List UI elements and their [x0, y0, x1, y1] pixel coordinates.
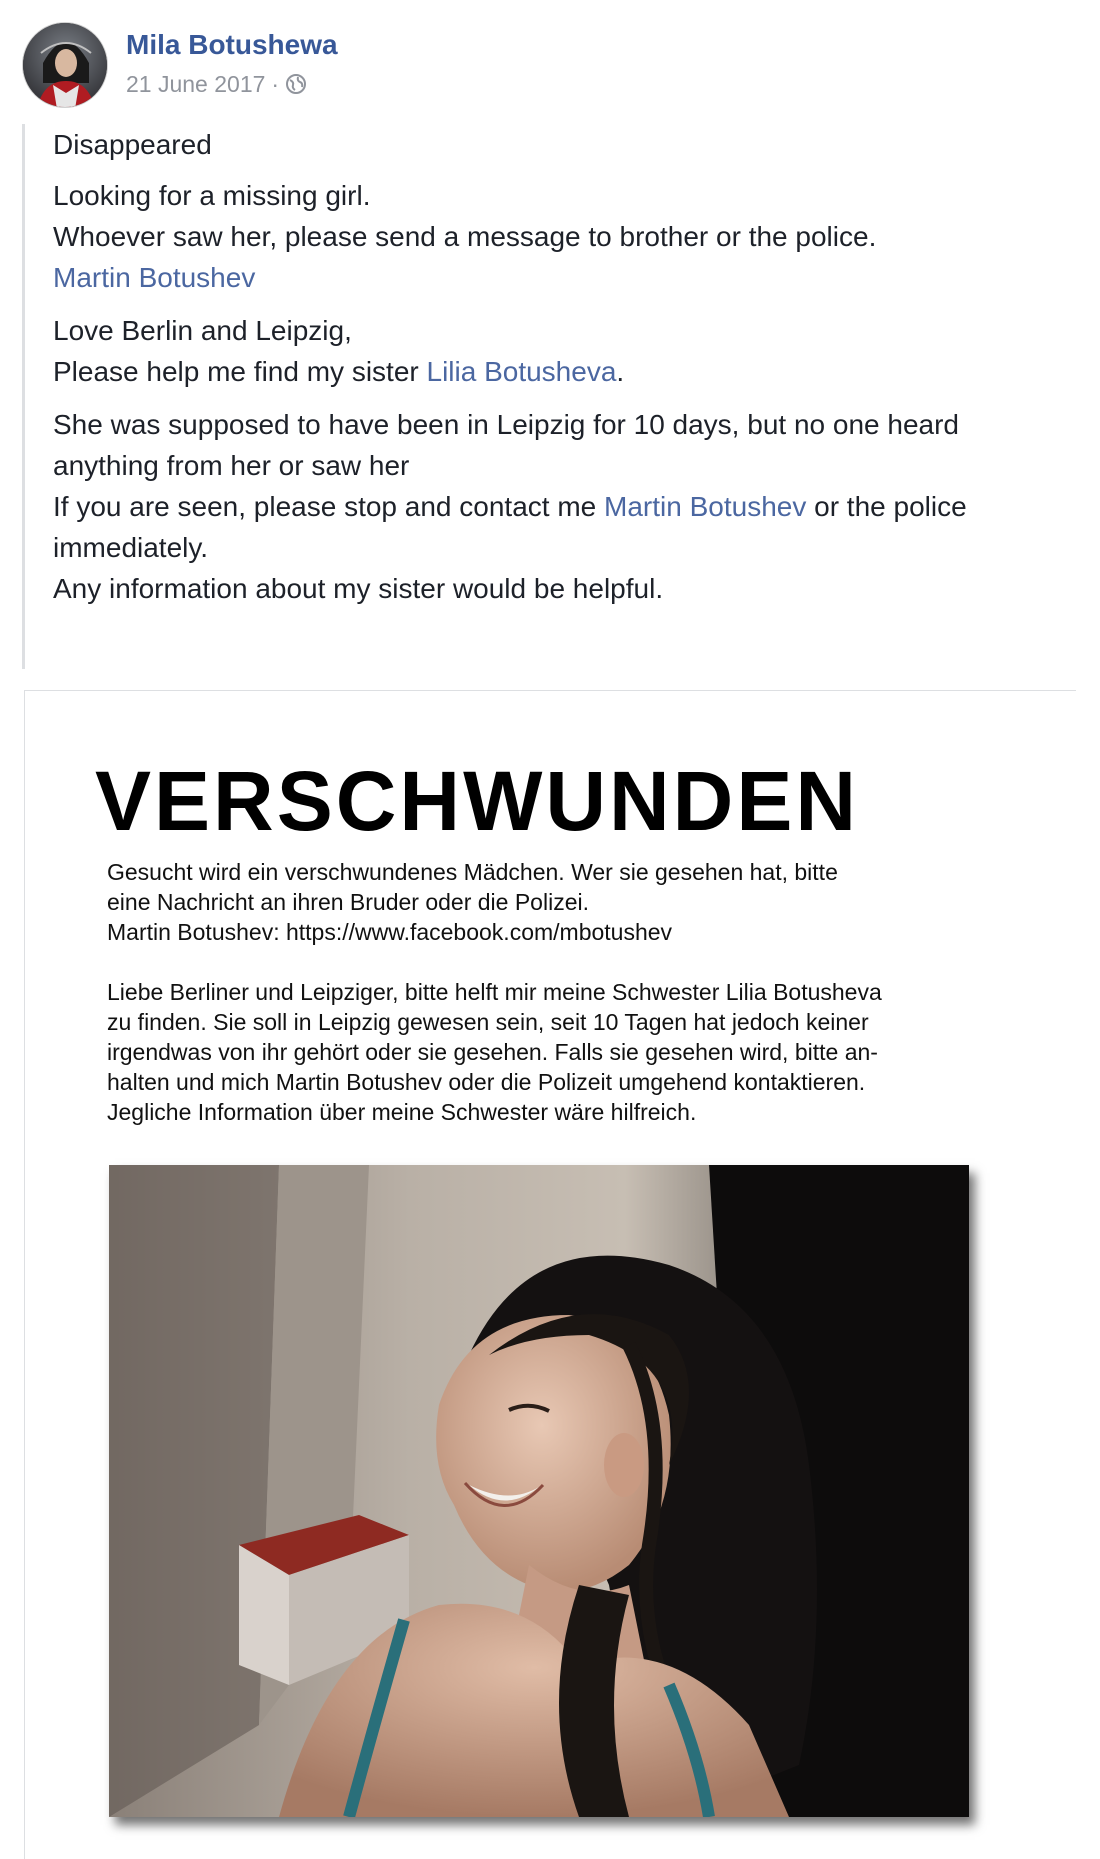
text-line: Whoever saw her, please send a message to brother or the police.	[53, 221, 877, 252]
poster-line: zu finden. Sie soll in Leipzig gewesen sein, seit 10 Tagen hat jedoch keiner	[107, 1009, 869, 1035]
missing-poster	[25, 691, 1077, 1859]
poster-title: VERSCHWUNDEN	[95, 754, 860, 848]
globe-icon[interactable]	[285, 73, 307, 95]
text-line: She was supposed to have been in Leipzig for 10 days, but no one heard	[53, 409, 959, 440]
poster-line: Gesucht wird ein verschwundenes Mädchen. Wer sie gesehen hat, bitte	[107, 859, 838, 885]
martin-botushev-link[interactable]: Martin Botushev	[53, 262, 256, 293]
poster-line: irgendwas von ihr gehört oder sie gesehen. Falls sie gesehen wird, bitte an-	[107, 1039, 878, 1065]
text-line: anything from her or saw her	[53, 450, 410, 481]
poster-line: Martin Botushev: https://www.facebook.com/mbotushev	[107, 919, 673, 945]
author-block	[126, 22, 338, 98]
post-image-card[interactable]	[24, 690, 1076, 1859]
poster-line: eine Nachricht an ihren Bruder oder die Polizei.	[107, 889, 589, 915]
post-text	[22, 124, 1082, 669]
meta-separator: ·	[271, 71, 280, 97]
text-paragraph-1	[53, 124, 1082, 165]
text-line: Any information about my sister would be helpful.	[53, 573, 664, 604]
text-line: Looking for a missing girl.	[53, 180, 371, 211]
text-segment: or the police	[806, 491, 967, 522]
text-paragraph-3	[53, 310, 1082, 392]
poster-line: Jegliche Information über meine Schwester wäre hilfreich.	[107, 1099, 697, 1125]
text-segment: Please help me find my sister	[53, 356, 427, 387]
poster-line: halten und mich Martin Botushev oder die Polizeit umgehend kontaktieren.	[107, 1069, 866, 1095]
avatar[interactable]	[22, 22, 108, 108]
text-segment: .	[616, 356, 625, 387]
text-line: Disappeared	[53, 129, 212, 160]
lilia-botusheva-link[interactable]: Lilia Botusheva	[426, 356, 617, 387]
text-line: immediately.	[53, 532, 209, 563]
poster-line: Liebe Berliner und Leipziger, bitte helft mir meine Schwester Lilia Botusheva	[107, 979, 882, 1005]
text-paragraph-4	[53, 404, 1082, 609]
poster-photo	[109, 1165, 969, 1817]
martin-botushev-link[interactable]: Martin Botushev	[604, 491, 807, 522]
post-meta	[126, 70, 338, 98]
post-date[interactable]: 21 June 2017	[126, 71, 266, 97]
author-name[interactable]: Mila Botushewa	[126, 29, 338, 60]
poster-text	[107, 857, 1007, 1127]
text-segment: If you are seen, please stop and contact me	[53, 491, 605, 522]
text-line: Love Berlin and Leipzig,	[53, 315, 352, 346]
post-header	[22, 22, 338, 112]
text-paragraph-2	[53, 175, 1082, 298]
